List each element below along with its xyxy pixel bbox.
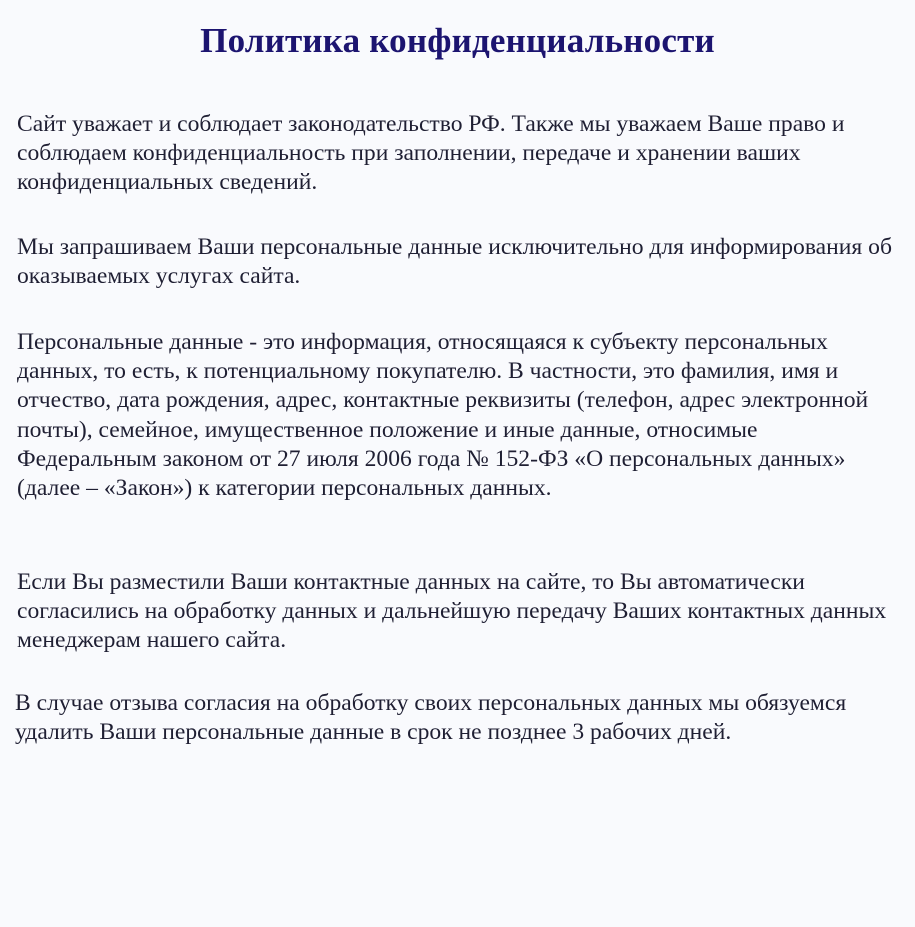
paragraph-consent: Если Вы разместили Ваши контактные данных на сайте, то Вы автоматически согласились на обработку данных и дальнейшую передачу Ваших контактных данных менеджерам нашего сайта.	[17, 569, 887, 654]
paragraph-law-compliance: Сайт уважает и соблюдает законодательство РФ. Также мы уважаем Ваше право и соблюдаем конфиденциальность при заполнении, передаче и хранении ваших конфиденциальных сведений.	[17, 111, 845, 196]
paragraph-personal-data-definition: Персональные данные - это информация, относящаяся к субъекту персональных данных, то есть, к потенциальному покупателю. В частности, это фамилия, имя и отчество, дата рождения, адрес, контактные реквизиты (телефон, адрес электронной почты), семейное, имущественное положение и иные данные, относимые Федеральным законом от 27 июля 2006 года № 152-ФЗ «О персональных данных» (далее – «Закон») к категории персональных данных.	[17, 329, 869, 502]
paragraph-data-purpose: Мы запрашиваем Ваши персональные данные исключительно для информирования об оказываемых услугах сайта.	[17, 234, 892, 290]
page-title: Политика конфиденциальности	[200, 21, 715, 60]
paragraph-consent-withdrawal: В случае отзыва согласия на обработку своих персональных данных мы обязуемся удалить Ваши персональные данные в срок не позднее 3 рабочих дней.	[15, 690, 847, 746]
